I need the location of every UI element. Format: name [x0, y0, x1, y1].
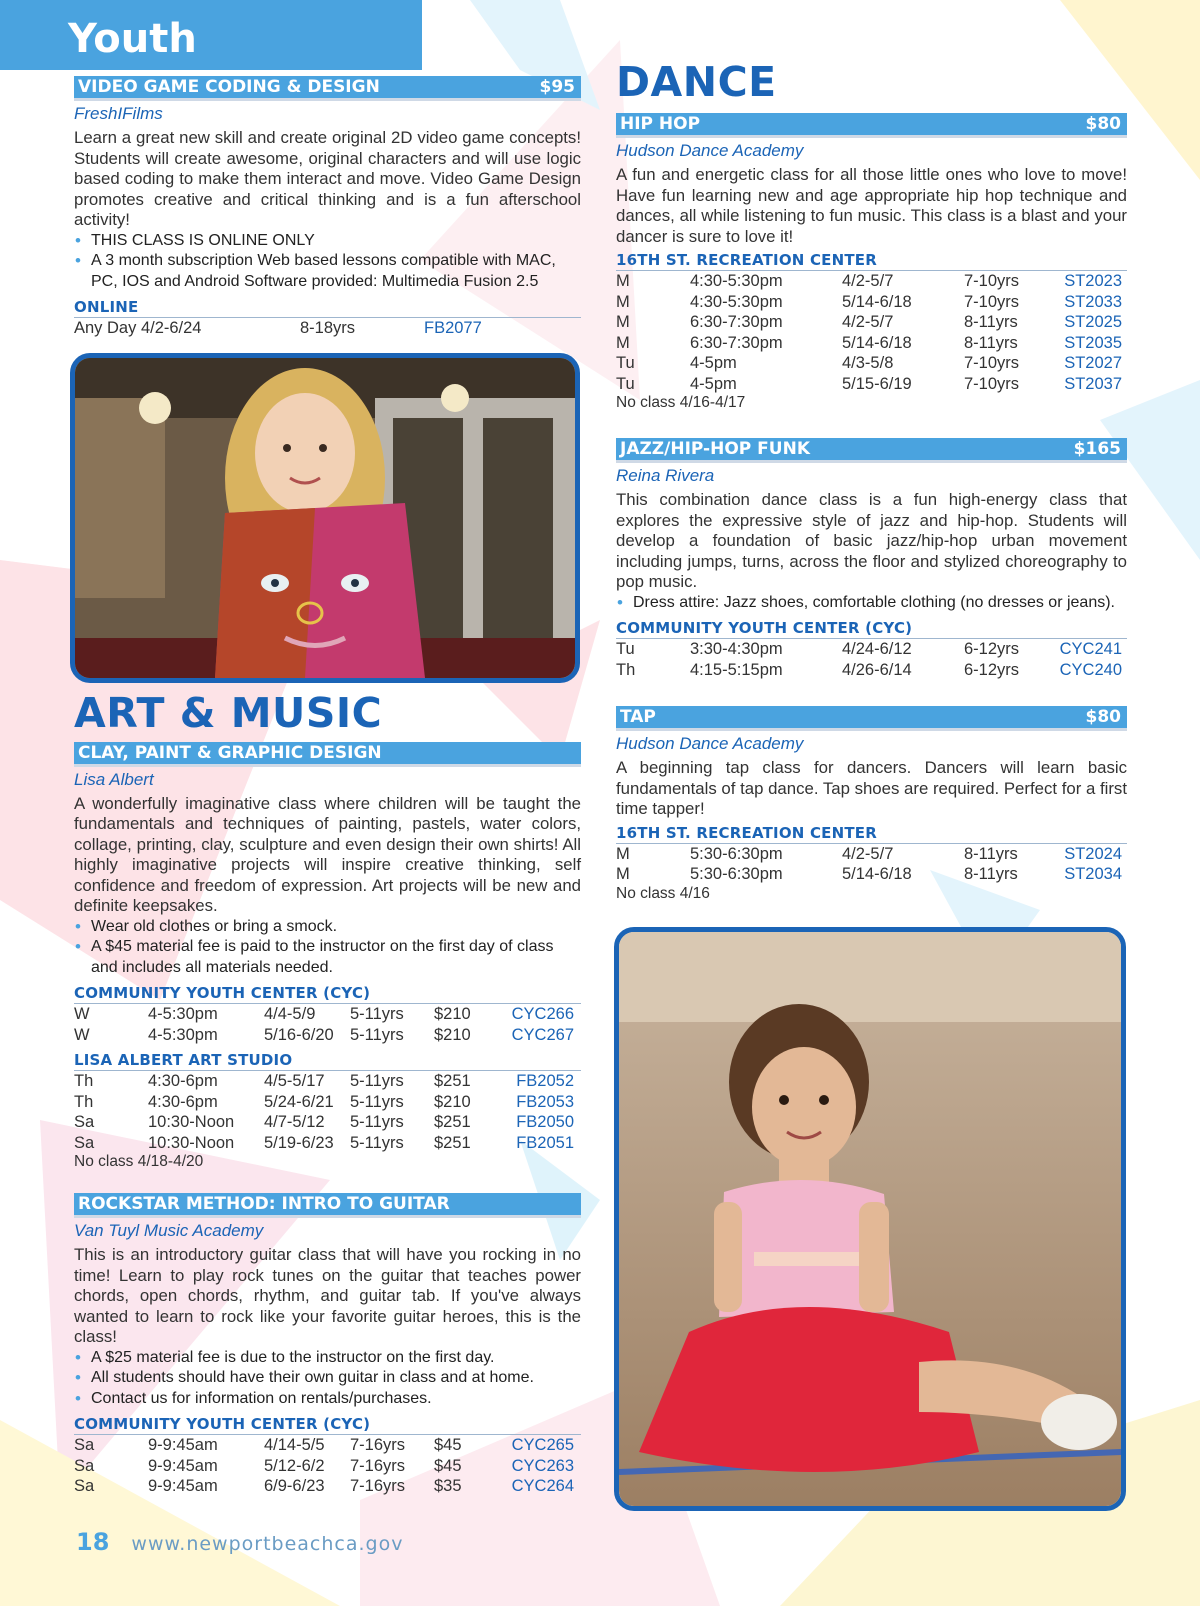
class-description: Learn a great new skill and create original 2D video game concepts! Students will create awesome, original characters and will use logic based coding to make them interact and move. Video Game Design promotes creative and critical thinking and is a fun afterschool activity!: [74, 128, 581, 229]
class-tap: [616, 706, 1127, 903]
class-name: JAZZ/HIP-HOP FUNK: [620, 439, 810, 459]
bullet-icon: •: [75, 937, 81, 956]
schedule-row: W 4-5:30pm 4/4-5/9 5-11yrs $210 CYC266: [74, 1005, 574, 1023]
row-age: 8-18yrs: [300, 319, 356, 337]
schedule-row: Sa 10:30-Noon 4/7-5/12 5-11yrs $251 FB2050: [74, 1113, 574, 1131]
class-price: $95: [539, 77, 575, 97]
instructor: Van Tuyl Music Academy: [74, 1221, 264, 1240]
bullet-icon: •: [75, 1347, 81, 1367]
bullet-item: • A $25 material fee is due to the instructor on the first day.: [75, 1347, 495, 1367]
photo-girl-in-tutu-image: [619, 932, 1121, 1506]
bullet-item: • THIS CLASS IS ONLINE ONLY: [75, 230, 315, 250]
bullet-item: • A 3 month subscription Web based lessons compatible with MAC, PC, IOS and Android Software provided: Multimedia Fusion 2.5: [75, 251, 556, 290]
class-name: VIDEO GAME CODING & DESIGN: [78, 77, 380, 97]
bullet-list: [74, 1348, 581, 1410]
class-header-bar: [616, 113, 1127, 138]
class-price: $165: [1073, 439, 1121, 459]
class-clay-paint-graphic-design: [74, 742, 581, 1172]
photo-girl-with-painting-image: [75, 358, 575, 678]
schedule-row: Sa 9-9:45am 6/9-6/23 7-16yrs $35 CYC264: [74, 1477, 574, 1495]
bullet-list: [616, 593, 1127, 614]
class-name: CLAY, PAINT & GRAPHIC DESIGN: [78, 742, 382, 763]
youth-tab: Youth: [0, 0, 422, 70]
schedule-row: M 4:30-5:30pm 4/2-5/7 7-10yrs ST2023: [616, 272, 1122, 290]
website-url: www.newportbeachca.gov: [131, 1533, 404, 1555]
schedule-row: Tu 3:30-4:30pm 4/24-6/12 6-12yrs CYC241: [616, 640, 1122, 658]
row-day: Any Day 4/2-6/24: [74, 319, 202, 337]
schedule-row: Tu 4-5pm 4/3-5/8 7-10yrs ST2027: [616, 354, 1122, 372]
location-heading: COMMUNITY YOUTH CENTER (CYC): [74, 984, 581, 1004]
class-description: A beginning tap class for dancers. Dancers will learn basic fundamentals of tap dance. Tap shoes are required. Perfect for a first time tapper!: [616, 758, 1127, 818]
schedule-row: W 4-5:30pm 5/16-6/20 5-11yrs $210 CYC267: [74, 1025, 574, 1044]
schedule-row: Th 4:30-6pm 5/24-6/21 5-11yrs $210 FB2053: [74, 1092, 574, 1111]
schedule-table: [74, 1435, 581, 1497]
class-header-bar: [74, 1193, 581, 1218]
location-heading: ONLINE: [74, 298, 581, 318]
bullet-icon: •: [75, 251, 81, 270]
bullet-icon: •: [75, 230, 81, 250]
schedule-note: No class 4/18-4/20: [74, 1153, 204, 1170]
schedule-table: [74, 1071, 581, 1153]
location-heading: COMMUNITY YOUTH CENTER (CYC): [74, 1415, 581, 1435]
class-header-bar: [616, 706, 1127, 731]
schedule-row: [74, 318, 581, 339]
row-code: FB2077: [424, 319, 482, 337]
page-number: 18: [76, 1528, 110, 1556]
schedule-row: Th 4:30-6pm 4/5-5/17 5-11yrs $251 FB2052: [74, 1072, 574, 1090]
location-heading: LISA ALBERT ART STUDIO: [74, 1051, 581, 1071]
schedule-table: [616, 639, 1127, 680]
location-heading: 16TH ST. RECREATION CENTER: [616, 824, 1127, 844]
bullet-list: [74, 231, 581, 293]
schedule-row: Th 4:15-5:15pm 4/26-6/14 6-12yrs CYC240: [616, 660, 1122, 679]
section-title-dance: DANCE: [616, 58, 777, 106]
section-title-art-music: ART & MUSIC: [74, 688, 383, 737]
instructor: Lisa Albert: [74, 769, 154, 789]
location-heading: 16TH ST. RECREATION CENTER: [616, 251, 1127, 271]
class-video-game-coding: [74, 76, 581, 339]
class-hip-hop: [616, 113, 1127, 412]
class-price: $80: [1085, 114, 1121, 134]
bullet-item: • All students should have their own guitar in class and at home.: [75, 1368, 534, 1387]
instructor: Hudson Dance Academy: [616, 734, 804, 753]
instructor: Reina Rivera: [616, 466, 715, 485]
schedule-row: M 5:30-6:30pm 5/14-6/18 8-11yrs ST2034: [616, 865, 1122, 883]
schedule-row: M 5:30-6:30pm 4/2-5/7 8-11yrs ST2024: [616, 844, 1122, 863]
schedule-table: [616, 271, 1127, 394]
schedule-row: Tu 4-5pm 5/15-6/19 7-10yrs ST2037: [616, 374, 1122, 393]
bullet-item: • A $45 material fee is paid to the instructor on the first day of class and includes all materials needed.: [75, 937, 554, 976]
class-price: $80: [1085, 707, 1121, 727]
bullet-icon: •: [617, 592, 623, 612]
schedule-row: Sa 9-9:45am 5/12-6/2 7-16yrs $45 CYC263: [74, 1456, 574, 1475]
page-footer: [76, 1528, 403, 1556]
class-description: A fun and energetic class for all those little ones who love to move! Have fun learning new and age appropriate hip hop technique and dances, all while listening to fun music. This class is a blast and your dancer is sure to love it!: [616, 165, 1127, 246]
class-description: This combination dance class is a fun high-energy class that explores the expressive style of jazz and hip-hop. Students will develop a foundation of basic jazz/hip-hop urban movement including jumps, turns, across the floor and stylized choreography to pop music.: [616, 490, 1127, 591]
class-header-bar: [74, 76, 581, 101]
bullet-icon: •: [75, 916, 81, 936]
instructor: Hudson Dance Academy: [616, 141, 804, 160]
schedule-table: [616, 844, 1127, 885]
class-description: This is an introductory guitar class that will have you rocking in no time! Learn to play rock tunes on the guitar that teaches power chords, open chords, rhythm, and guitar tab. If you've always wanted to learn to rock like your favorite guitar heroes, this is the class!: [74, 1245, 581, 1346]
bullet-item: • Wear old clothes or bring a smock.: [75, 916, 338, 936]
schedule-row: M 4:30-5:30pm 5/14-6/18 7-10yrs ST2033: [616, 292, 1122, 311]
bullet-item: • Dress attire: Jazz shoes, comfortable clothing (no dresses or jeans).: [617, 592, 1115, 612]
instructor: FreshIFilms: [74, 104, 163, 123]
bullet-icon: •: [75, 1388, 81, 1408]
class-intro-to-guitar: [74, 1193, 581, 1497]
class-header-bar: [74, 742, 581, 767]
photo-girl-with-painting: [70, 353, 580, 683]
class-jazz-hip-hop-funk: [616, 438, 1127, 680]
bullet-item: • Contact us for information on rentals/purchases.: [75, 1388, 432, 1408]
class-name: TAP: [620, 707, 656, 727]
schedule-row: Sa 9-9:45am 4/14-5/5 7-16yrs $45 CYC265: [74, 1436, 574, 1454]
schedule-row: M 6:30-7:30pm 4/2-5/7 8-11yrs ST2025: [616, 313, 1122, 331]
schedule-table: [74, 1004, 581, 1045]
bullet-icon: •: [75, 1368, 81, 1387]
right-column: [616, 58, 1127, 1511]
class-header-bar: [616, 438, 1127, 463]
schedule-row: M 6:30-7:30pm 5/14-6/18 8-11yrs ST2035: [616, 333, 1122, 352]
photo-girl-in-tutu: [614, 927, 1126, 1511]
class-name: ROCKSTAR METHOD: INTRO TO GUITAR: [78, 1194, 450, 1214]
class-description: A wonderfully imaginative class where children will be taught the fundamentals and techniques of painting, pastels, water colors, collage, printing, clay, sculpture and even design their own shirts! All highly imaginative projects will inspire creative thinking, self confidence and freedom of expression. Art projects will be new and definite keepsakes.: [74, 793, 581, 915]
location-heading: COMMUNITY YOUTH CENTER (CYC): [616, 619, 1127, 639]
bullet-list: [74, 917, 581, 979]
schedule-note: No class 4/16: [616, 884, 710, 902]
schedule-note: No class 4/16-4/17: [616, 394, 746, 411]
schedule-row: Sa 10:30-Noon 5/19-6/23 5-11yrs $251 FB2051: [74, 1133, 574, 1152]
left-column: [74, 76, 581, 1497]
class-name: HIP HOP: [620, 114, 701, 134]
